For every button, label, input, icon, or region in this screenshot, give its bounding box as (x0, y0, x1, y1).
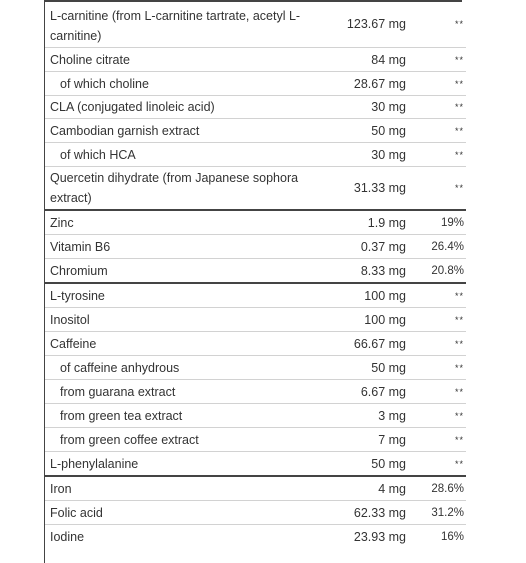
ingredient-name: Chromium (50, 263, 108, 278)
table-left-border (44, 0, 45, 563)
ingredient-amount: 50 mg (371, 456, 406, 471)
ingredient-amount: 0.37 mg (360, 239, 406, 254)
ingredient-amount: 4 mg (378, 481, 406, 496)
ingredient-name: from guarana extract (60, 384, 176, 399)
table-row (44, 143, 466, 167)
table-row (44, 332, 466, 356)
ingredient-amount: 6.67 mg (360, 384, 406, 399)
ingredient-amount: 28.67 mg (353, 76, 406, 91)
table-row (44, 0, 466, 48)
ingredient-name: of caffeine anhydrous (60, 360, 180, 375)
table-row (44, 119, 466, 143)
ingredient-daily-value: ** (454, 102, 464, 112)
table-row (44, 96, 466, 119)
ingredient-daily-value: 16% (440, 530, 464, 543)
table-row (44, 235, 466, 259)
ingredient-name: Folic acid (50, 505, 103, 520)
ingredient-name: of which HCA (60, 147, 136, 162)
ingredient-daily-value: 31.2% (431, 506, 464, 519)
ingredient-name: Inositol (50, 312, 90, 327)
ingredient-daily-value: ** (454, 183, 464, 193)
table-row (44, 452, 466, 477)
table-top-border (44, 0, 462, 2)
ingredient-name: Cambodian garnish extract (50, 123, 200, 138)
table-row (44, 210, 466, 235)
ingredient-daily-value: 19% (440, 216, 464, 229)
supplement-facts-panel (44, 0, 462, 548)
ingredient-amount: 30 mg (371, 100, 406, 114)
ingredient-amount: 23.93 mg (353, 529, 406, 544)
ingredient-daily-value: ** (454, 149, 464, 160)
ingredient-daily-value: ** (454, 125, 464, 136)
table-row (44, 356, 466, 380)
ingredient-name: Quercetin dihydrate (from Japanese sophora extract) (50, 171, 299, 205)
ingredient-name: L-phenylalanine (50, 456, 139, 471)
ingredient-daily-value: ** (454, 386, 464, 397)
table-row (44, 476, 466, 501)
ingredient-amount: 123.67 mg (346, 16, 406, 31)
ingredient-amount: 66.67 mg (353, 336, 406, 351)
ingredient-name: L-carnitine (from L-carnitine tartrate, acetyl L-carnitine) (50, 9, 301, 43)
ingredient-name: from green tea extract (60, 408, 183, 423)
ingredient-name: Zinc (50, 215, 74, 230)
ingredient-daily-value: ** (454, 434, 464, 445)
ingredient-amount: 100 mg (364, 288, 406, 303)
ingredient-amount: 50 mg (371, 123, 406, 138)
table-row (44, 404, 466, 428)
ingredient-amount: 30 mg (371, 147, 406, 162)
table-row (44, 48, 466, 72)
ingredients-table (44, 0, 466, 548)
ingredient-name: Iron (50, 481, 72, 496)
ingredient-daily-value: 20.8% (431, 264, 464, 277)
ingredient-name: Choline citrate (50, 52, 130, 67)
ingredient-daily-value: ** (454, 362, 464, 373)
ingredient-amount: 7 mg (378, 432, 406, 447)
table-row (44, 501, 466, 525)
ingredient-name: from green coffee extract (60, 432, 199, 447)
table-row (44, 525, 466, 549)
table-row (44, 283, 466, 308)
ingredient-name: Vitamin B6 (50, 239, 111, 254)
table-row (44, 259, 466, 284)
ingredient-daily-value: ** (454, 78, 464, 89)
table-row (44, 167, 466, 211)
ingredient-name: of which choline (60, 76, 149, 91)
ingredient-amount: 62.33 mg (353, 505, 406, 520)
ingredient-daily-value: ** (454, 458, 464, 469)
ingredient-daily-value: ** (454, 18, 464, 29)
ingredient-name: CLA (conjugated linoleic acid) (50, 100, 215, 114)
ingredient-daily-value: ** (454, 338, 464, 349)
ingredient-daily-value: ** (454, 290, 464, 301)
ingredient-name: L-tyrosine (50, 288, 105, 303)
ingredient-daily-value: ** (454, 410, 464, 421)
ingredient-name: Caffeine (50, 336, 97, 351)
ingredient-daily-value: 28.6% (431, 482, 464, 495)
table-row (44, 428, 466, 452)
ingredient-name: Iodine (50, 529, 85, 544)
table-row (44, 308, 466, 332)
ingredient-amount: 8.33 mg (360, 263, 406, 278)
ingredient-amount: 50 mg (371, 360, 406, 375)
ingredient-daily-value: ** (454, 314, 464, 325)
table-row (44, 72, 466, 96)
table-row (44, 380, 466, 404)
ingredient-daily-value: ** (454, 54, 464, 65)
ingredient-daily-value: 26.4% (431, 240, 464, 253)
ingredient-amount: 100 mg (364, 312, 406, 327)
ingredient-amount: 31.33 mg (353, 181, 406, 195)
ingredient-amount: 84 mg (371, 52, 406, 67)
ingredient-amount: 1.9 mg (367, 215, 406, 230)
ingredient-amount: 3 mg (378, 408, 406, 423)
